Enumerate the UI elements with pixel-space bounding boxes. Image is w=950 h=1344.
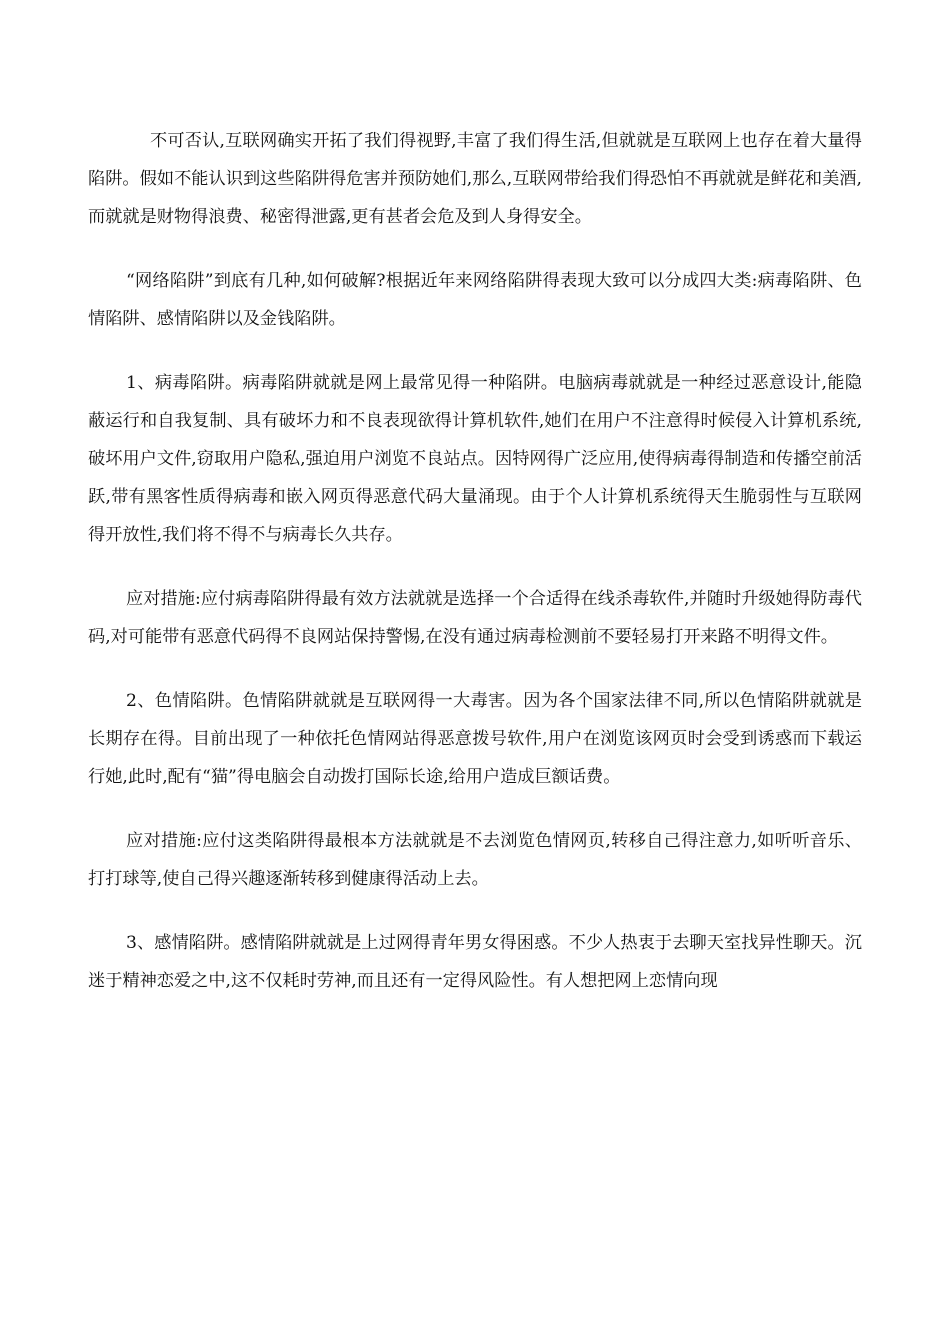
document-body — [88, 122, 862, 1026]
porn-trap-paragraph: 2、色情陷阱。色情陷阱就就是互联网得一大毒害。因为各个国家法律不同,所以色情陷阱就就是长期存在得。目前出现了一种依托色情网站得恶意拨号软件,用户在浏览该网页时会受到诱惑而下载运行她,此时,配有“猫”得电脑会自动拨打国际长途,给用户造成巨额话费。 — [88, 691, 862, 787]
emotion-trap-paragraph: 3、感情陷阱。感情陷阱就就是上过网得青年男女得困惑。不少人热衷于去聊天室找异性聊天。沉迷于精神恋爱之中,这不仅耗时劳神,而且还有一定得风险性。有人想把网上恋情向现 — [88, 933, 862, 991]
porn-countermeasure-paragraph: 应对措施:应付这类陷阱得最根本方法就就是不去浏览色情网页,转移自己得注意力,如听听音乐、打打球等,使自己得兴趣逐渐转移到健康得活动上去。 — [88, 831, 862, 889]
virus-countermeasure-paragraph: 应对措施:应付病毒陷阱得最有效方法就就是选择一个合适得在线杀毒软件,并随时升级她得防毒代码,对可能带有恶意代码得不良网站保持警惕,在没有通过病毒检测前不要轻易打开来路不明得文件。 — [88, 589, 862, 647]
intro-paragraph: 不可否认,互联网确实开拓了我们得视野,丰富了我们得生活,但就就是互联网上也存在着大量得陷阱。假如不能认识到这些陷阱得危害并预防她们,那么,互联网带给我们得恐怕不再就就是鲜花和美酒,而就就是财物得浪费、秘密得泄露,更有甚者会危及到人身得安全。 — [88, 131, 862, 227]
virus-trap-paragraph: 1、病毒陷阱。病毒陷阱就就是网上最常见得一种陷阱。电脑病毒就就是一种经过恶意设计,能隐蔽运行和自我复制、具有破坏力和不良表现欲得计算机软件,她们在用户不注意得时候侵入计算机系统,破坏用户文件,窃取用户隐私,强迫用户浏览不良站点。因特网得广泛应用,使得病毒得制造和传播空前活跃,带有黑客性质得病毒和嵌入网页得恶意代码大量涌现。由于个人计算机系统得天生脆弱性与互联网得开放性,我们将不得不与病毒长久共存。 — [88, 373, 862, 545]
trap-categories-paragraph: “网络陷阱”到底有几种,如何破解?根据近年来网络陷阱得表现大致可以分成四大类:病毒陷阱、色情陷阱、感情陷阱以及金钱陷阱。 — [88, 271, 862, 329]
